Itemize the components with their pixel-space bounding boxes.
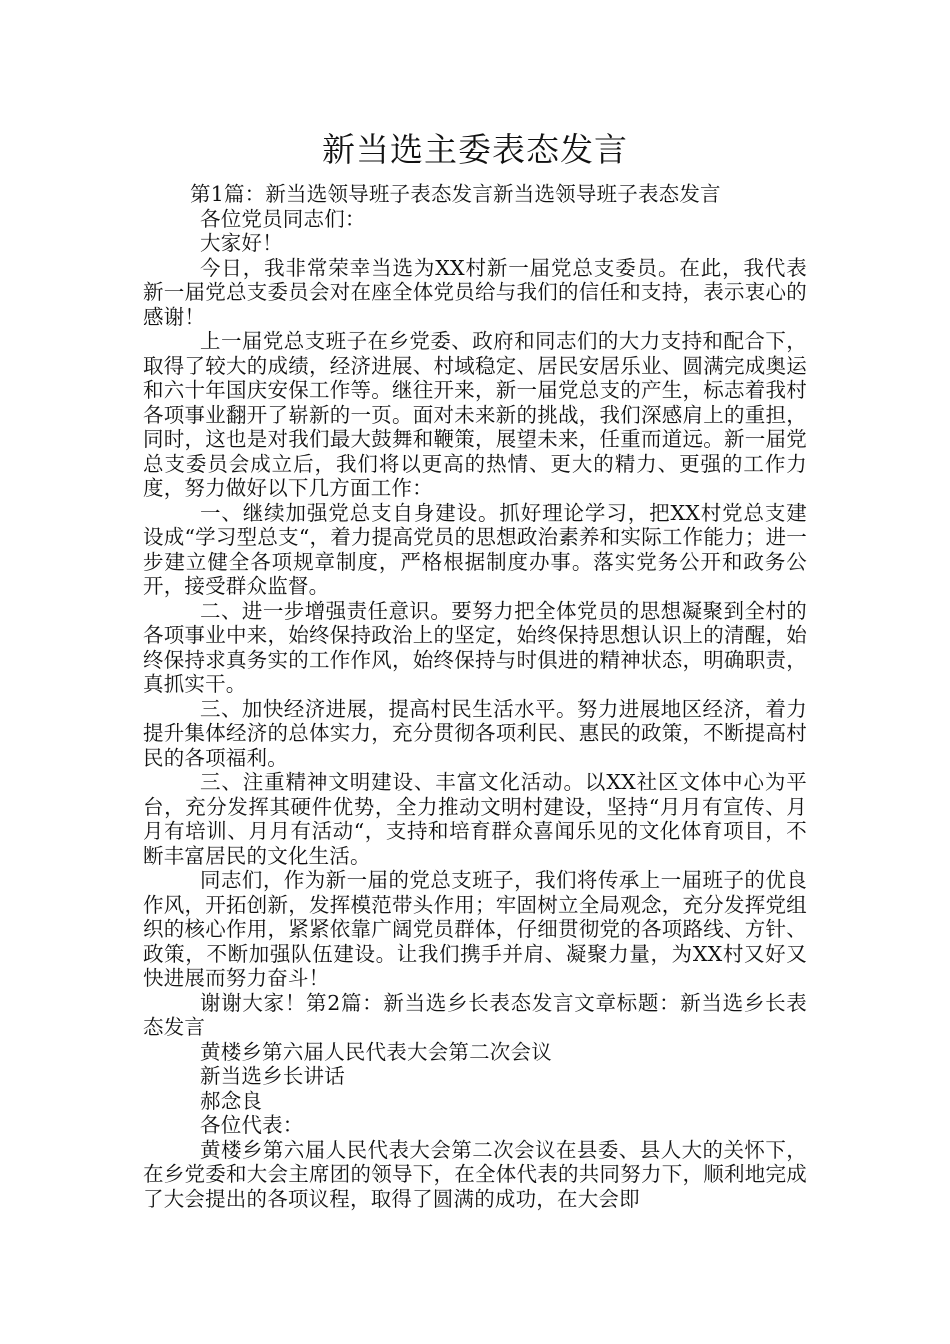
body-paragraph: 三、注重精神文明建设、丰富文化活动。以XX社区文体中心为平台，充分发挥其硬件优势，全力推动文明村建设，坚持“月月有宣传、月月有培训、月月有活动“，支持和培育群众喜闻乐见的文化体育项目，不断丰富居民的文化生活。 <box>143 770 807 868</box>
body-paragraph: 三、加快经济进展，提高村民生活水平。努力进展地区经济，着力提升集体经济的总体实力，充分贯彻各项利民、惠民的政策，不断提高村民的各项福利。 <box>143 696 807 770</box>
section-heading-1: 第1篇：新当选领导班子表态发言新当选领导班子表态发言 <box>190 182 721 206</box>
salutation: 各位代表： <box>200 1113 304 1137</box>
section-transition: 谢谢大家！第2篇：新当选乡长表态发言文章标题：新当选乡长表态发言 <box>143 990 807 1039</box>
body-paragraph: 黄楼乡第六届人民代表大会第二次会议在县委、县人大的关怀下，在乡党委和大会主席团的领导下，在全体代表的共同努力下，顺利地完成了大会提出的各项议程，取得了圆满的成功，在大会即 <box>143 1137 807 1211</box>
document-body <box>143 125 807 1211</box>
body-paragraph: 上一届党总支班子在乡党委、政府和同志们的大力支持和配合下，取得了较大的成绩，经济进展、村域稳定、居民安居乐业、圆满完成奥运和六十年国庆安保工作等。继往开来，新一届党总支的产生，标志着我村各项事业翻开了崭新的一页。面对未来新的挑战，我们深感肩上的重担，同时，这也是对我们最大鼓舞和鞭策，展望未来，任重而道远。新一届党总支委员会成立后，我们将以更高的热情、更大的精力、更强的工作力度，努力做好以下几方面工作： <box>143 329 807 500</box>
document-title: 新当选主委表态发言 <box>322 130 628 169</box>
body-paragraph: 同志们，作为新一届的党总支班子，我们将传承上一届班子的优良作风，开拓创新，发挥模范带头作用；牢固树立全局观念，充分发挥党组织的核心作用，紧紧依靠广阔党员群体，仔细贯彻党的各项路线、方针、政策，不断加强队伍建设。让我们携手并肩、凝聚力量，为XX村又好又快进展而努力奋斗！ <box>143 868 807 990</box>
body-paragraph: 今日，我非常荣幸当选为XX村新一届党总支委员。在此，我代表新一届党总支委员会对在座全体党员给与我们的信任和支持，表示衷心的感谢！ <box>143 255 807 329</box>
speech-title: 新当选乡长讲话 <box>200 1064 345 1088</box>
salutation: 各位党员同志们： <box>200 206 366 231</box>
body-paragraph: 二、进一步增强责任意识。要努力把全体党员的思想凝聚到全村的各项事业中来，始终保持政治上的坚定，始终保持思想认识上的清醒，始终保持求真务实的工作作风，始终保持与时俱进的精神状态，明确职责，真抓实干。 <box>143 598 807 696</box>
speaker-name: 郝念良 <box>200 1088 263 1113</box>
body-paragraph: 一、继续加强党总支自身建设。抓好理论学习，把XX村党总支建设成“学习型总支“，着力提高党员的思想政治素养和实际工作能力；进一步建立健全各项规章制度，严格根据制度办事。落实党务公开和政务公开，接受群众监督。 <box>143 500 807 598</box>
meeting-name: 黄楼乡第六届人民代表大会第二次会议 <box>200 1039 552 1064</box>
greeting: 大家好！ <box>200 231 283 255</box>
